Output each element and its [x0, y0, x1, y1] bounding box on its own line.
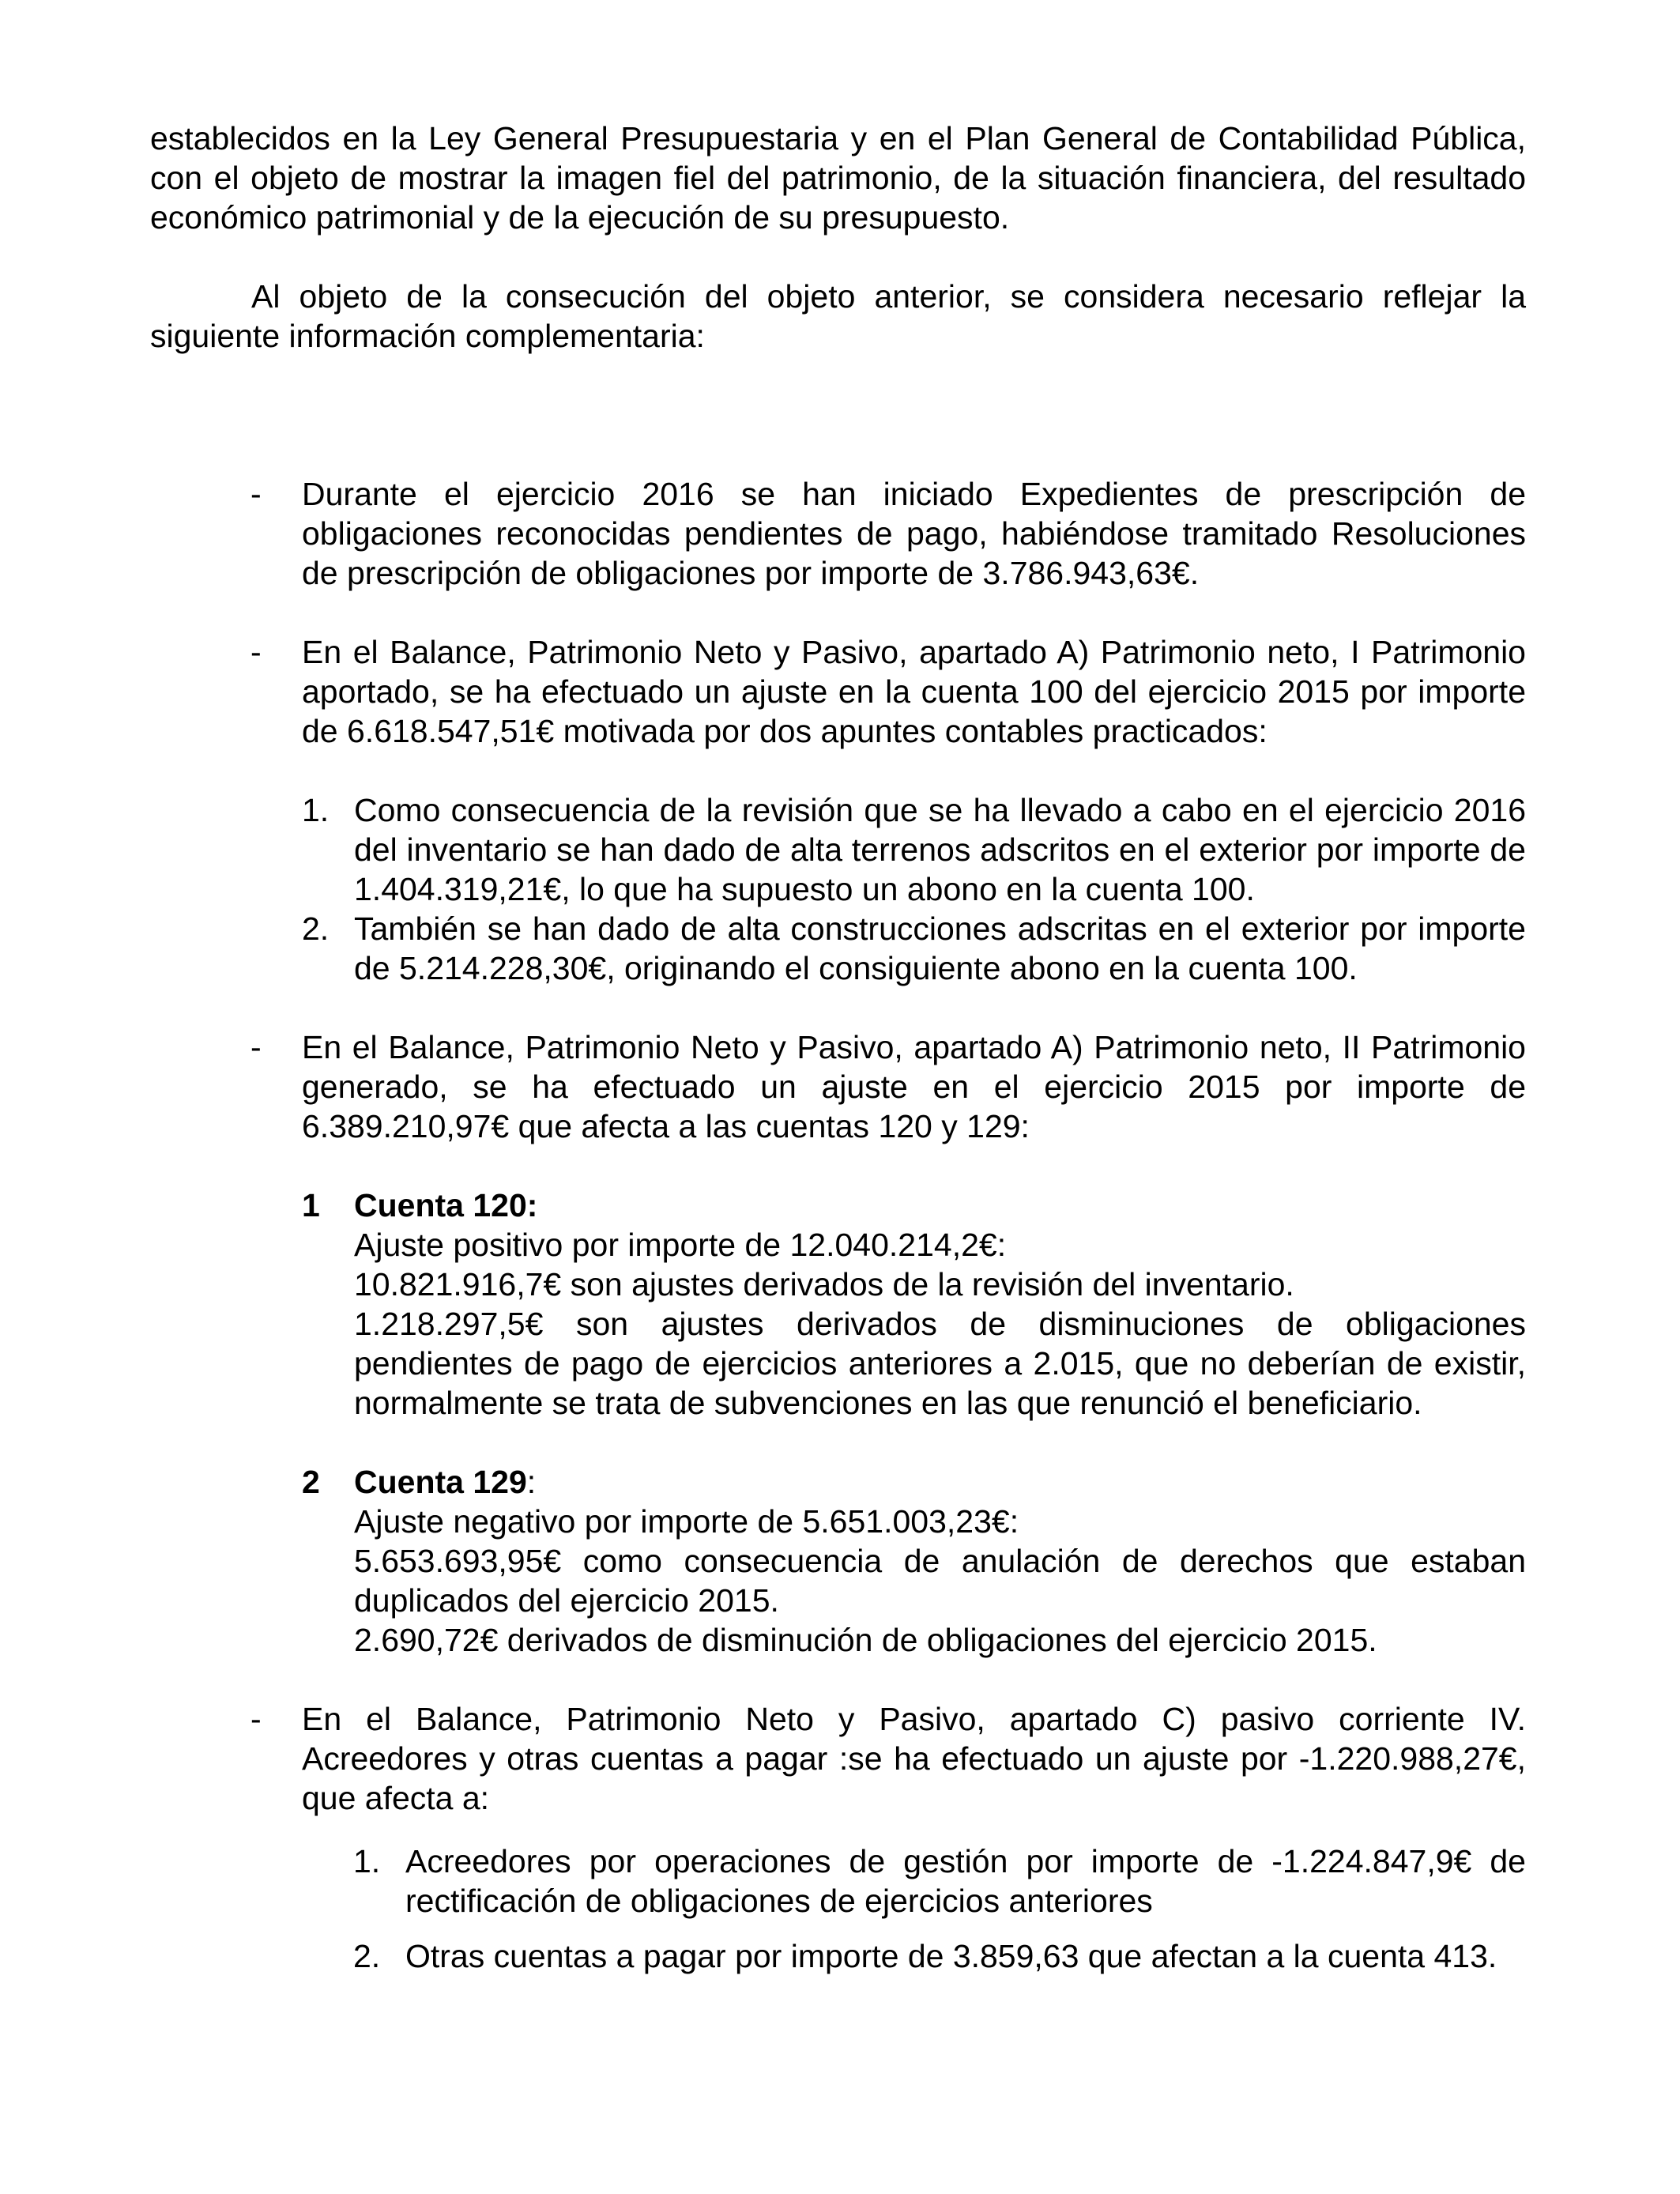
- bullet-dash: -: [250, 1701, 262, 1737]
- bullet-dash: -: [250, 476, 262, 512]
- list-item-text: También se han dado de alta construcciones adscritas en el exterior por importe de 5.214.228,30€, originando el consiguiente abono en la cuenta 100.: [354, 910, 1526, 986]
- section-title: Cuenta 120:: [354, 1187, 538, 1223]
- bullet-text: En el Balance, Patrimonio Neto y Pasivo, apartado A) Patrimonio neto, I Patrimonio aportado, se ha efectuado un ajuste en la cuenta 100 del ejercicio 2015 por importe de 6.618.547,51€ motivada por dos apuntes contables practicados:: [302, 634, 1526, 749]
- section-line: Ajuste positivo por importe de 12.040.214,2€:: [354, 1227, 1007, 1263]
- numbered-list: [302, 790, 1526, 988]
- section-line: 5.653.693,95€ como consecuencia de anulación de derechos que estaban duplicados del ejercicio 2015.: [354, 1543, 1526, 1619]
- bullet-dash: -: [250, 1029, 262, 1065]
- section-line: 1.218.297,5€ son ajustes derivados de disminuciones de obligaciones pendientes de pago de ejercicios anteriores a 2.015, que no deberían de existir, normalmente se trata de subvenciones en las que renunció el beneficiario.: [354, 1306, 1526, 1421]
- section-line: 10.821.916,7€ son ajustes derivados de la revisión del inventario.: [354, 1266, 1294, 1302]
- bullet-patrimonio-generado: [150, 1027, 1526, 1146]
- bullet-pasivo-corriente: [150, 1699, 1526, 1818]
- bullet-prescripcion: [150, 474, 1526, 593]
- list-item: [353, 1936, 1526, 1976]
- list-item-number: 2.: [353, 1938, 381, 1974]
- bullet-text: Durante el ejercicio 2016 se han iniciado Expedientes de prescripción de obligaciones reconocidas pendientes de pago, habiéndose tramitado Resoluciones de prescripción de obligaciones por importe de 3.786.943,63€.: [302, 476, 1526, 591]
- intro-paragraph-1: establecidos en la Ley General Presupuestaria y en el Plan General de Contabilidad Pública, con el objeto de mostrar la imagen fiel del patrimonio, de la situación financiera, del resultado económico patrimonial y de la ejecución de su presupuesto.: [150, 120, 1526, 236]
- section-number: 2: [302, 1464, 320, 1500]
- list-item: [353, 1842, 1526, 1921]
- bullet-patrimonio-aportado: [150, 632, 1526, 988]
- bullet-text: En el Balance, Patrimonio Neto y Pasivo, apartado C) pasivo corriente IV. Acreedores y otras cuentas a pagar :se ha efectuado un ajuste por -1.220.988,27€, que afecta a:: [302, 1701, 1526, 1816]
- list-item-number: 2.: [302, 910, 330, 947]
- list-item-text: Otras cuentas a pagar por importe de 3.859,63 que afectan a la cuenta 413.: [405, 1938, 1497, 1974]
- list-item-text: Acreedores por operaciones de gestión por importe de -1.224.847,9€ de rectificación de obligaciones de ejercicios anteriores: [405, 1843, 1526, 1919]
- list-item: [302, 909, 1526, 988]
- section-line: 2.690,72€ derivados de disminución de obligaciones del ejercicio 2015.: [354, 1622, 1377, 1658]
- list-item-number: 1.: [302, 792, 330, 828]
- numbered-list: [150, 1842, 1526, 1976]
- list-item: [302, 790, 1526, 909]
- section-title-suffix: :: [526, 1464, 537, 1500]
- section-cuenta-120: [150, 1186, 1526, 1423]
- list-item-number: 1.: [353, 1843, 381, 1879]
- section-line: Ajuste negativo por importe de 5.651.003,23€:: [354, 1503, 1019, 1540]
- bullet-dash: -: [250, 634, 262, 670]
- intro-paragraph-2: Al objeto de la consecución del objeto anterior, se considera necesario reflejar la siguiente información complementaria:: [150, 278, 1526, 354]
- section-cuenta-129: [150, 1462, 1526, 1660]
- bullet-text: En el Balance, Patrimonio Neto y Pasivo, apartado A) Patrimonio neto, II Patrimonio generado, se ha efectuado un ajuste en el ejercicio 2015 por importe de 6.389.210,97€ que afecta a las cuentas 120 y 129:: [302, 1029, 1526, 1144]
- section-title: Cuenta 129: [354, 1464, 527, 1500]
- section-number: 1: [302, 1187, 320, 1223]
- list-item-text: Como consecuencia de la revisión que se ha llevado a cabo en el ejercicio 2016 del inventario se han dado de alta terrenos adscritos en el exterior por importe de 1.404.319,21€, lo que ha supuesto un abono en la cuenta 100.: [354, 792, 1526, 907]
